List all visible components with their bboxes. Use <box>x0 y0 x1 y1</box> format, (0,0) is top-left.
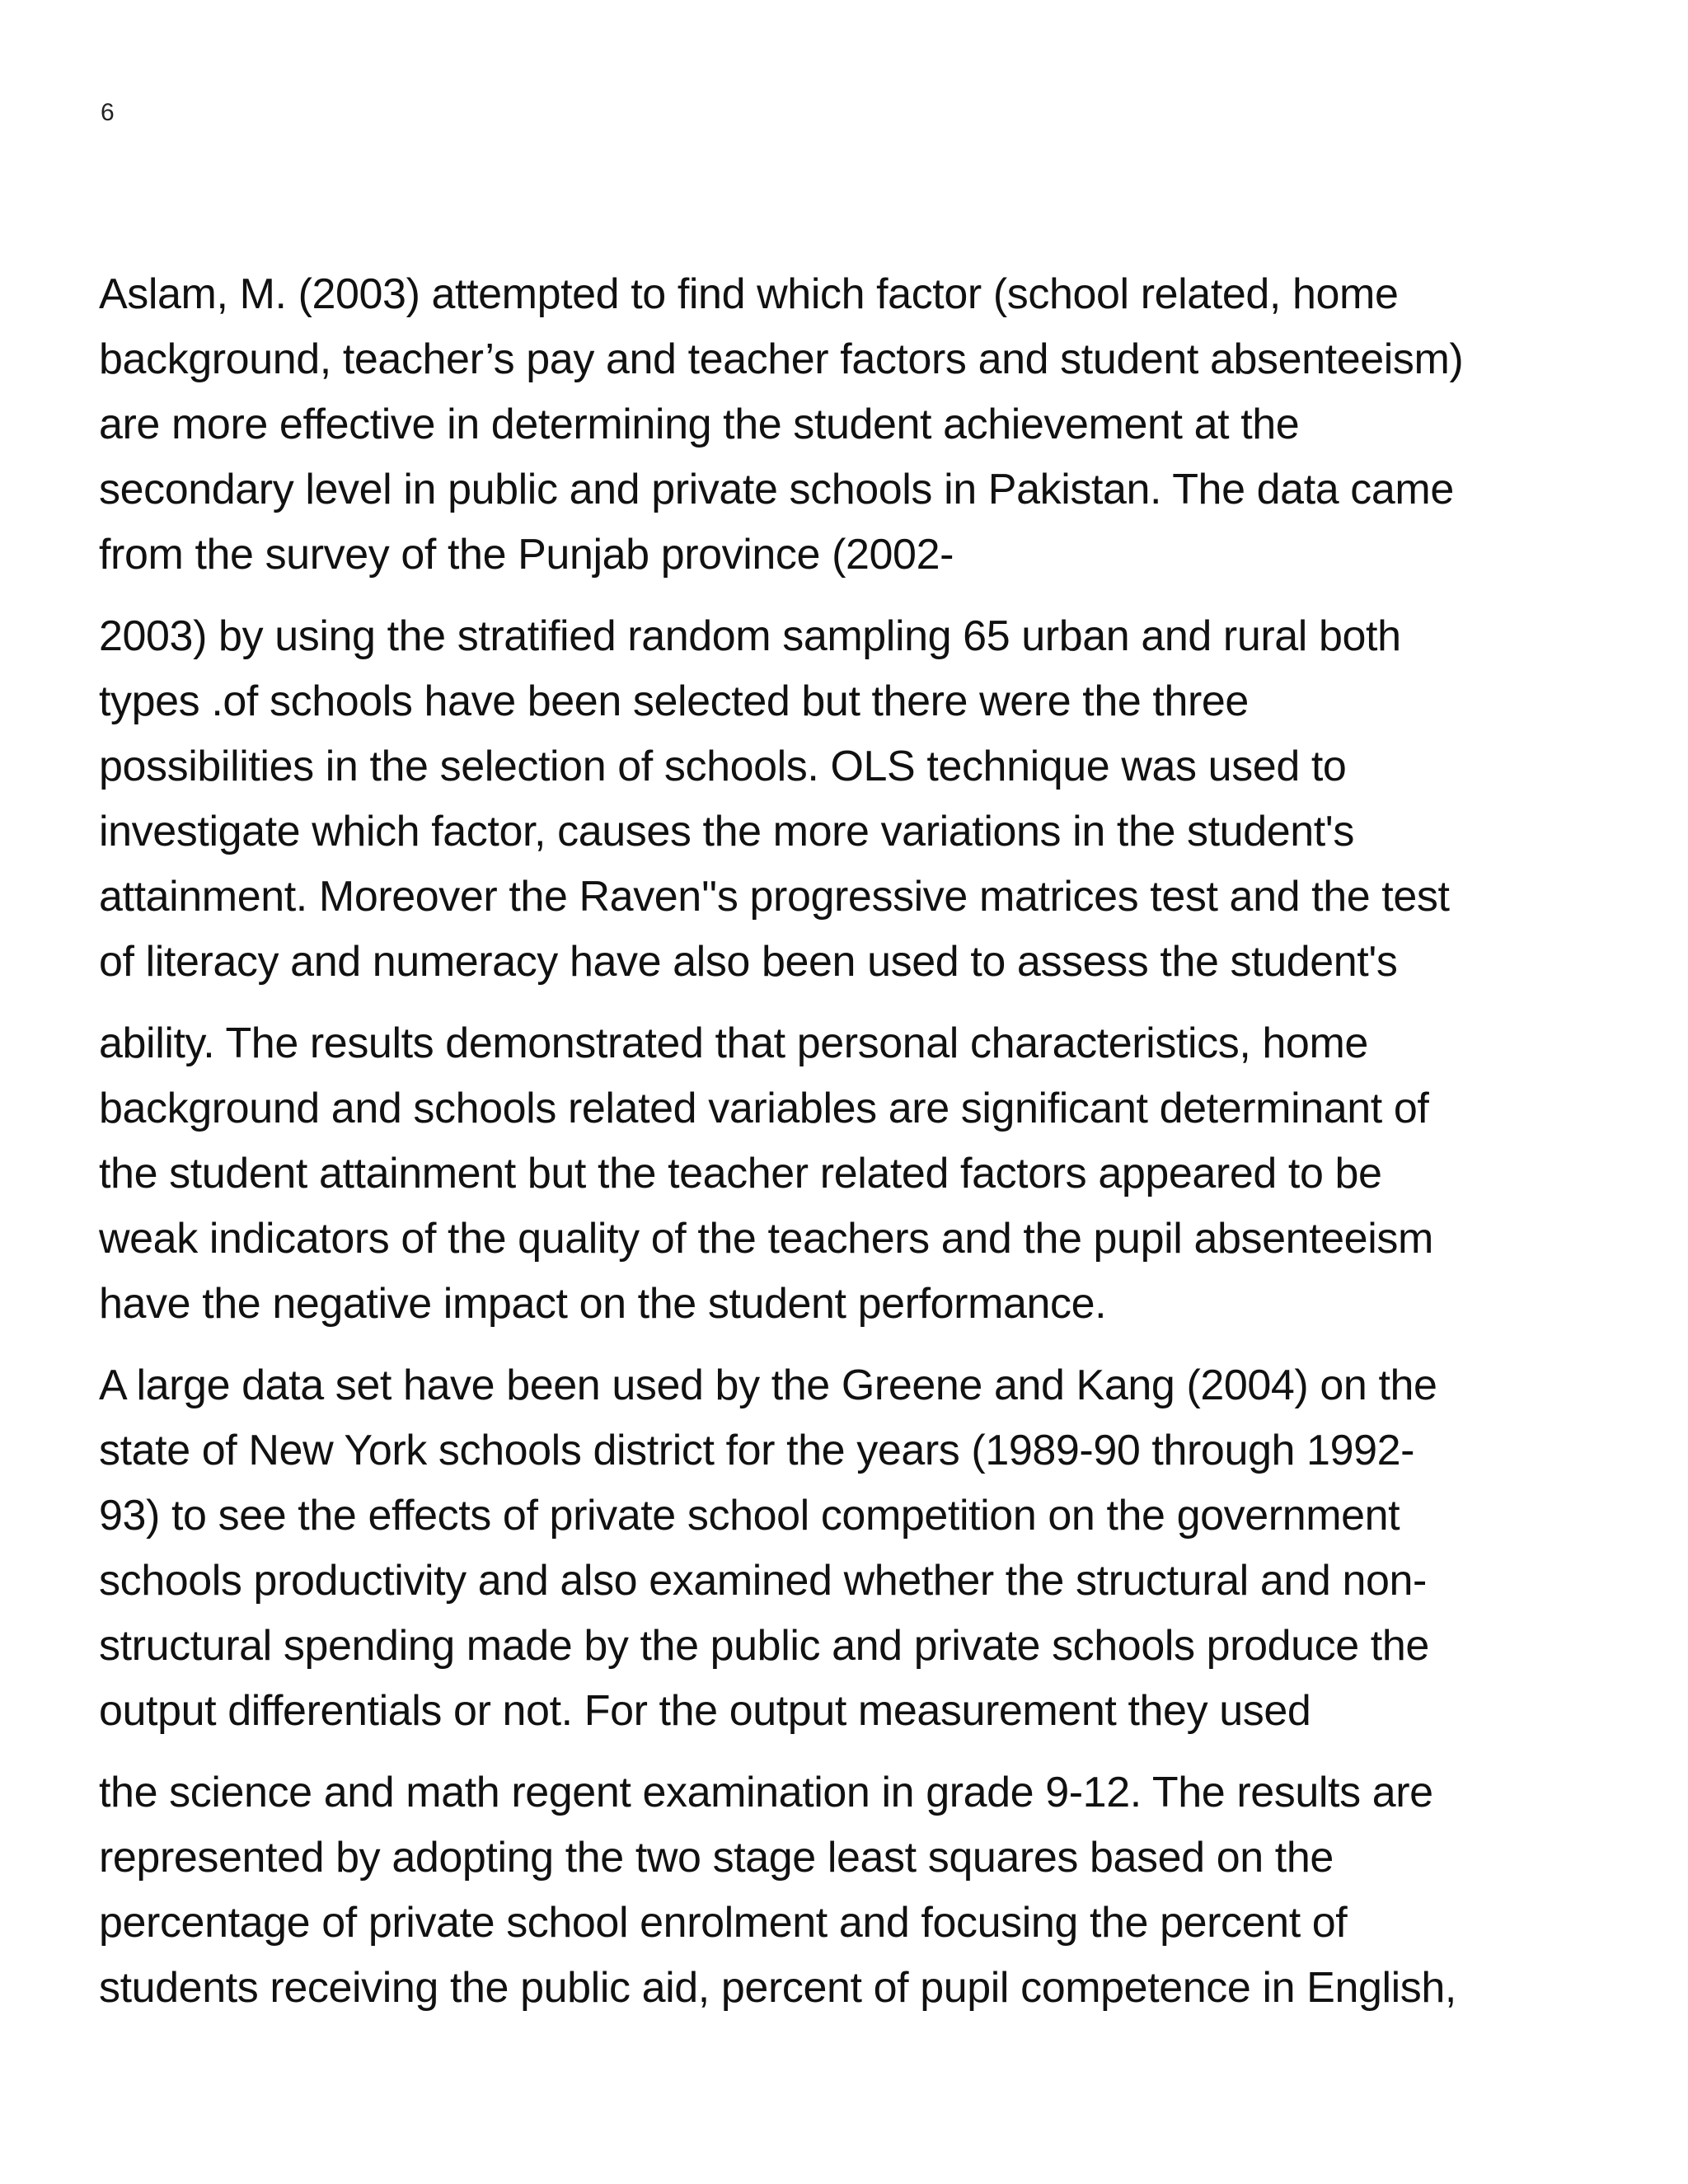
text-line: the student attainment but the teacher related factors appeared to be <box>99 1150 1382 1197</box>
text-line: students receiving the public aid, percent of pupil competence in English, <box>99 1964 1456 2012</box>
text-line: background and schools related variables are significant determinant of <box>99 1085 1429 1132</box>
paragraph-results <box>99 1011 1615 1337</box>
paragraph-greene-kang <box>99 1353 1615 1744</box>
text-line: possibilities in the selection of schools. OLS technique was used to <box>99 743 1347 790</box>
text-line: 93) to see the effects of private school competition on the government <box>99 1492 1400 1540</box>
text-line: 2003) by using the stratified random sampling 65 urban and rural both <box>99 612 1401 660</box>
text-line: the science and math regent examination in grade 9-12. The results are <box>99 1769 1433 1816</box>
text-line: structural spending made by the public and private schools produce the <box>99 1622 1429 1670</box>
text-line: output differentials or not. For the output measurement they used <box>99 1687 1311 1735</box>
text-line: investigate which factor, causes the more variations in the student's <box>99 808 1354 855</box>
text-line: ability. The results demonstrated that personal characteristics, home <box>99 1019 1368 1067</box>
paragraph-sampling-method <box>99 604 1615 995</box>
text-line: attainment. Moreover the Raven''s progressive matrices test and the test <box>99 873 1450 921</box>
text-line: percentage of private school enrolment and focusing the percent of <box>99 1899 1348 1947</box>
text-line: state of New York schools district for the years (1989-90 through 1992- <box>99 1427 1415 1474</box>
text-line: background, teacher’s pay and teacher factors and student absenteeism) <box>99 335 1464 383</box>
text-line: types .of schools have been selected but there were the three <box>99 677 1249 725</box>
text-line: A large data set have been used by the Greene and Kang (2004) on the <box>99 1361 1437 1409</box>
text-line: of literacy and numeracy have also been used to assess the student's <box>99 938 1398 986</box>
page-number: 6 <box>101 99 115 126</box>
text-line: are more effective in determining the student achievement at the <box>99 401 1300 448</box>
document-body <box>99 262 1615 2037</box>
text-line: have the negative impact on the student performance. <box>99 1280 1107 1328</box>
paragraph-aslam-study <box>99 262 1615 588</box>
text-line: represented by adopting the two stage least squares based on the <box>99 1834 1334 1882</box>
paragraph-output-measurement <box>99 1760 1615 2021</box>
text-line: Aslam, M. (2003) attempted to find which factor (school related, home <box>99 270 1399 318</box>
text-line: from the survey of the Punjab province (2002- <box>99 531 954 579</box>
text-line: secondary level in public and private schools in Pakistan. The data came <box>99 466 1454 513</box>
text-line: weak indicators of the quality of the teachers and the pupil absenteeism <box>99 1215 1433 1263</box>
text-line: schools productivity and also examined whether the structural and non- <box>99 1557 1427 1605</box>
